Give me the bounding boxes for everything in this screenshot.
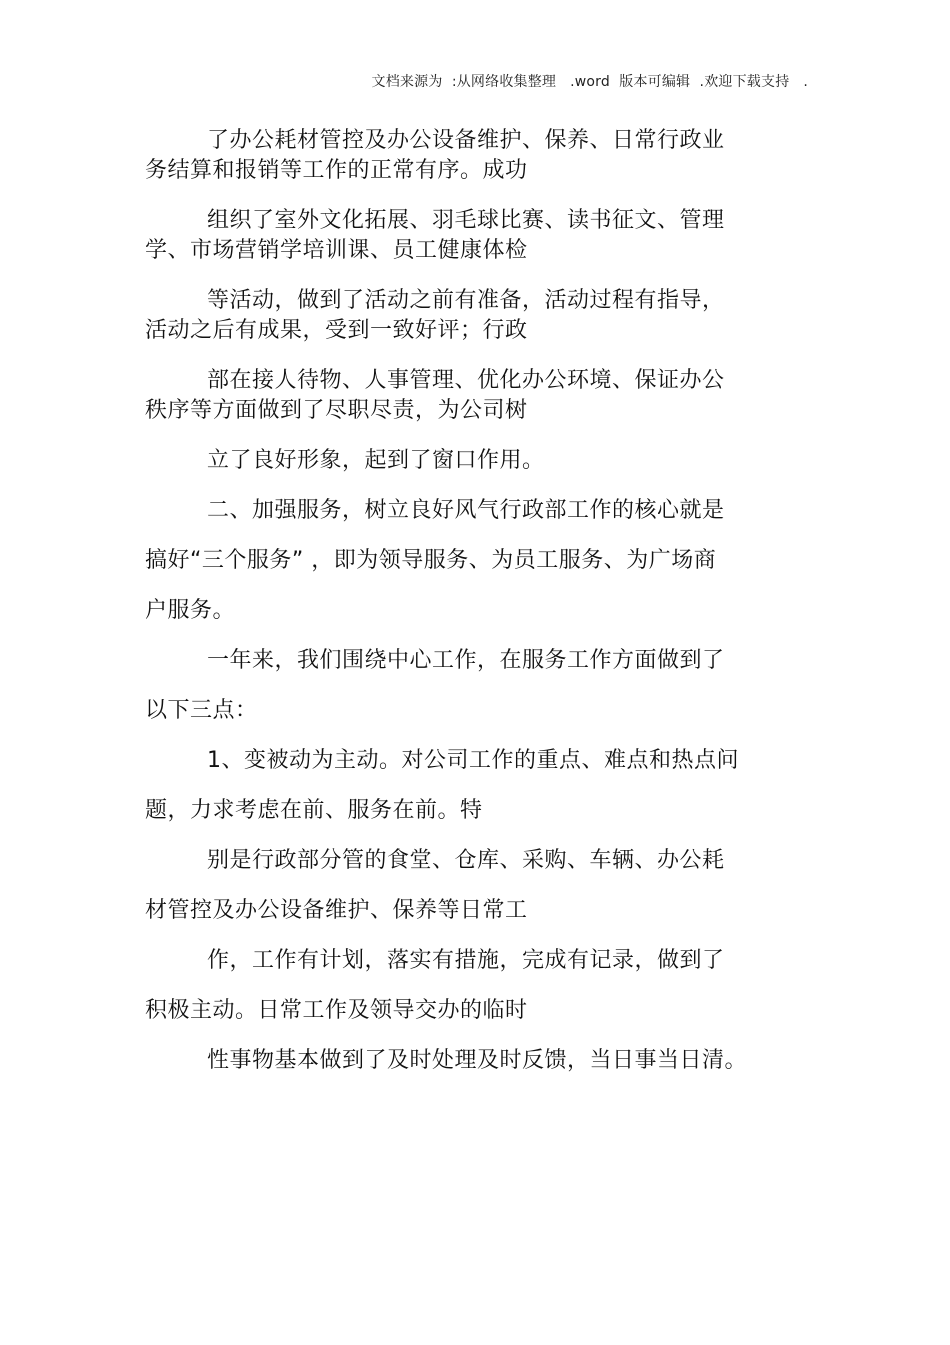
paragraph — [145, 206, 765, 266]
paragraph — [145, 126, 765, 186]
paragraph-first-line: 部在接人待物、人事管理、优化办公环境、保证办公 — [207, 368, 725, 393]
paragraph-first-line: 1、变被动为主动。对公司工作的重点、难点和热点问 — [207, 748, 739, 773]
paragraph-first-line: 别是行政部分管的食堂、仓库、采购、车辆、办公耗 — [207, 848, 725, 873]
paragraph-first-line: 了办公耗材管控及办公设备维护、保养、日常行政业 — [207, 128, 725, 153]
paragraph-continuation-line: 以下三点： — [145, 698, 258, 723]
paragraph — [145, 286, 765, 346]
paragraph-first-line: 一年来，我们围绕中心工作，在服务工作方面做到了 — [207, 648, 725, 673]
header-source-note: 文档来源为 :从网络收集整理 .word 版本可编辑 .欢迎下载支持 . — [371, 74, 808, 90]
paragraph-continuation-line: 秩序等方面做到了尽职尽责，为公司树 — [145, 398, 528, 423]
body-text — [145, 126, 765, 1076]
paragraph — [145, 496, 765, 626]
paragraph — [145, 746, 765, 826]
paragraph — [145, 646, 765, 726]
paragraph-continuation-line: 学、市场营销学培训课、员工健康体检 — [145, 238, 528, 263]
paragraph-first-line: 组织了室外文化拓展、羽毛球比赛、读书征文、管理 — [207, 208, 725, 233]
paragraph-first-line: 性事物基本做到了及时处理及时反馈，当日事当日清。 — [207, 1048, 748, 1073]
paragraph-continuation-line: 户服务。 — [145, 598, 236, 623]
paragraph-continuation-line: 积极主动。日常工作及领导交办的临时 — [145, 998, 528, 1023]
paragraph-first-line: 等活动，做到了活动之前有准备，活动过程有指导， — [207, 288, 725, 313]
paragraph — [145, 946, 765, 1026]
paragraph-continuation-line: 搞好“三个服务” ，即为领导服务、为员工服务、为广场商 — [145, 548, 717, 573]
paragraph — [145, 366, 765, 426]
paragraph-first-line: 作，工作有计划，落实有措施，完成有记录，做到了 — [207, 948, 725, 973]
paragraph — [145, 1046, 765, 1076]
paragraph-continuation-line: 务结算和报销等工作的正常有序。成功 — [145, 158, 528, 183]
paragraph — [145, 846, 765, 926]
paragraph-first-line: 二、加强服务，树立良好风气行政部工作的核心就是 — [207, 498, 725, 523]
paragraph-continuation-line: 题，力求考虑在前、服务在前。特 — [145, 798, 483, 823]
paragraph-continuation-line: 活动之后有成果，受到一致好评；行政 — [145, 318, 528, 343]
paragraph-first-line: 立了良好形象，起到了窗口作用。 — [207, 448, 545, 473]
paragraph — [145, 446, 765, 476]
paragraph-continuation-line: 材管控及办公设备维护、保养等日常工 — [145, 898, 528, 923]
